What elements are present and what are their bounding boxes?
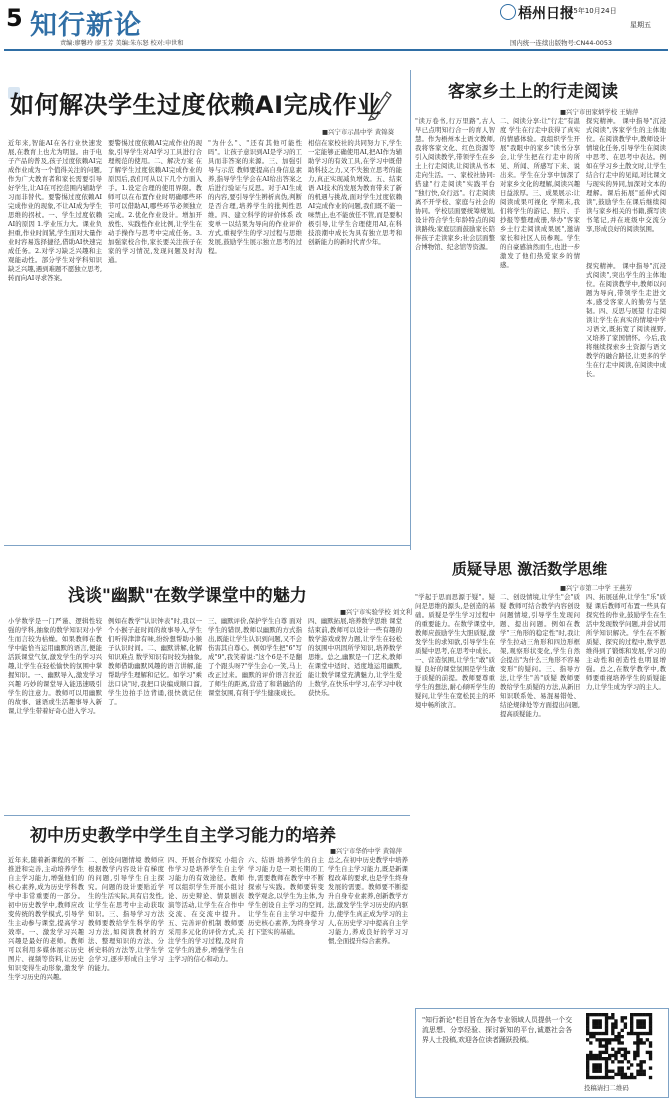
newspaper-name: 梧州日报	[518, 6, 574, 22]
section-rule-2	[4, 815, 410, 816]
page-number: 5	[6, 4, 23, 32]
article-math-questioning-byline: ■兴宁市第二中学 王燕芳	[560, 584, 632, 592]
article-math-humor-col4: 四、幽默拓展,培养数学思维 课堂结束前,教师可以设计一些有趣的数学游戏或智力题,让学生在轻松的氛围中巩固所学知识,培养数学思维。总之,幽默是一门艺术,教师在课堂中适时、适度地运用幽默,能让数学课堂充满魅力,让学生爱上数学,在快乐中学习,在学习中收获快乐。	[308, 617, 402, 697]
article-math-questioning-title: 质疑导思 激活数学思维	[452, 560, 608, 578]
article-math-humor-byline: ■兴宁市实验学校 刘文利	[340, 608, 412, 616]
staff-credits: 责编:廖馨玲 廖玉芳 美编:朱东怒 校对:申世和	[60, 40, 184, 47]
newspaper-logo	[500, 4, 516, 20]
article-math-humor-col1: 小学数学是一门严谨、逻辑性较强的学科,抽象的数学知识对小学生而言较为枯燥。如果教师在教学中能恰当运用幽默的语言,便能活跃课堂气氛,激发学生的学习兴趣,让学生在轻松愉快的氛围中掌握知识。一、幽默导入,激发学习兴趣 巧妙的课堂导入能迅速吸引学生的注意力。教师可以用幽默的故事、谜语或生活趣事导入新课,让学生带着好奇心进入学习。	[8, 617, 102, 715]
article-history-selfstudy-col2: 二、创设问题情境 教师应根据教学内容设计有梯度的问题,引导学生自主探究。问题的设计要贴近学生的生活实际,具有启发性,让学生在思考中主动获取知识。三、指导学习方法 教师要教给学生科学的学习方法,如阅读教材的方法、整理知识的方法、分析史料的方法等,让学生学会学习,逐步形成自主学习的能力。	[88, 856, 164, 972]
article-ai-homework-col1: 近年来,智能AI在各行业快速发展,在教育上也尤为明显。由于电子产品的普及,孩子过度依赖AI完成作业成为一个值得关注的问题,作为广大教育者和家长需要引导好学生,让AI在可控范围内辅助学习而非替代。要警惕过度依赖AI完成作业的现象,不让AI成为学生思维的拐杖。一、学生过度依赖AI的原因 1.学业压力大。课业负担重,作业时间紧,学生面对大量作业时容易选择捷径,借助AI快速完成任务。2.对学习缺乏兴趣和主观能动性。部分学生对学科知识缺乏兴趣,遇到难题不愿独立思考,转而向AI寻求答案。	[8, 139, 102, 282]
submission-box	[415, 1008, 669, 1098]
article-history-selfstudy-col1: 近年来,随着新课程的不断推进和完善,主动培养学生自主学习能力,增强他们的核心素养,成为历史学科教学中非常重要的一部分。初中历史教学中,教师应改变传统的教学模式,引导学生主动参与课堂,提高学习效率。一、激发学习兴趣 兴趣是最好的老师。教师可以利用多媒体展示历史图片、视频等资料,让历史知识变得生动形象,激发学生学习历史的兴趣。	[8, 856, 84, 981]
article-history-selfstudy-col3: 四、开展合作探究 小组合作学习是培养学生自主学习能力的有效途径。教师可以组织学生开展小组讨论、历史辩论、情景剧表演等活动,让学生在合作中交流、在交流中提升。五、完善评价机制 教师要采用多元化的评价方式,关注学生的学习过程,及时肯定学生的进步,增强学生自主学习的信心和动力。	[168, 856, 244, 963]
issue-weekday: 星期五	[630, 21, 651, 29]
article-history-selfstudy-col4: 六、结语 培养学生的自主学习能力是一项长期的工作,需要教师在教学中不断探索与实践。教师要转变教学观念,以学生为主体,为学生创设自主学习的空间,让学生在自主学习中提升历史核心素养,为终身学习打下坚实的基础。	[248, 856, 324, 936]
article-hakka-reading-col1: "读万卷书,行万里路",古人早已点明知行合一的育人智慧。作为梧州本土语文教师,我将客家文化、红色资源等引入阅读教学,带领学生在乡土上行走阅读,让阅读从书本走向生活。一、家校社协同:搭建"行走阅读"实践平台 "独行快,众行远"。行走阅读离不开学校、家庭与社会的协同。学校层面要统筹规划,设计符合学生年龄特点的阅读路线;家庭层面鼓励家长陪伴孩子走读家乡;社会层面整合博物馆、纪念馆等资源。	[415, 117, 495, 251]
qr-caption: 投稿请扫二维码	[584, 1084, 629, 1092]
article-math-humor-col2: 例如在教学"认识钟表"时,我以一个小猴子赶时间的故事导入,学生们听得津津有味,纷纷想帮助小猴子认识时间。二、幽默讲解,化解知识难点 数学知识有时较为抽象,教师借助幽默风趣的语言讲解,能帮助学生理解和记忆。如学习"乘法口诀"时,我把口诀编成顺口溜,学生边拍手边背诵,很快就记住了。	[108, 617, 202, 706]
article-math-humor-col3: 三、幽默评价,保护学生自尊 面对学生的错误,教师以幽默的方式指出,既能让学生认识到问题,又不会伤害其自尊心。例如学生把"6"写成"9",我笑着说:"这个6是不是翻了个跟头呀?"学生会心一笑,马上改正过来。幽默的评价语言拉近了师生的距离,营造了和谐融洽的课堂氛围,有利于学生健康成长。	[208, 617, 302, 697]
article-hakka-reading-title: 客家乡土上的行走阅读	[448, 82, 618, 102]
column-divider	[410, 70, 411, 550]
article-math-questioning-col2: 二、创设情境,让学生"会"质疑 教师可结合教学内容创设问题情境,引导学生发现问题、提出问题。例如在教学"三角形的稳定性"时,我让学生拉动三角形和四边形框架,观察形状变化,学生自然会提出"为什么三角形不容易变形"的疑问。三、指导方法,让学生"善"质疑 教师要教给学生质疑的方法,从新旧知识联系处、易混易错处、结论规律处等方面提出问题,提高质疑能力。	[500, 593, 580, 718]
issue-date: 2025年10月24日	[560, 7, 617, 15]
article-hakka-reading-col3: 探究精神。 课中指导"沉浸式阅读",客家学生的主体地位。在阅读教学中,教师设计情境化任务,引导学生在阅读中思考、在思考中表达。例如在学习乡土散文时,让学生结合行走中的见闻,对比课文与现实的异同,加深对文本的理解。课后拓展"延伸式阅读",鼓励学生在课后继续阅读与家乡相关的书籍,撰写读书笔记,并在班级中交流分享,形成良好的阅读氛围。	[586, 117, 666, 233]
masthead	[0, 0, 672, 50]
article-hakka-reading-byline: ■兴宁市田家炳学校 王婧萍	[560, 108, 639, 116]
section-title: 知行新论	[30, 10, 142, 41]
article-ai-homework-col2: 要警惕过度依赖AI完成作业的现象,引导学生对AI学习工具进行合理规范的使用。二、解决方案 在了解学生过度依赖AI完成作业的原因后,我们可从以下几个方面入手。1.设定合理的使用界限。教师可以在布置作业时明确哪些环节可以借助AI,哪些环节必须独立完成。2.优化作业设计。增加开放性、实践性作业比例,让学生在动手操作与思考中完成任务。3.加强家校合作,家长要关注孩子在家的学习情况,发现问题及时沟通。	[108, 139, 202, 264]
article-history-selfstudy-byline: ■兴宁市华侨中学 黄锦萍	[330, 847, 402, 855]
article-history-selfstudy-col5: 总之,在初中历史教学中培养学生自主学习能力,既是新课程改革的要求,也是学生终身发展的需要。教师要不断提升自身专业素养,创新教学方法,激发学生学习历史的内驱力,使学生真正成为学习的主人,在历史学习中提高自主学习能力,养成良好的学习习惯,全面提升综合素养。	[328, 856, 408, 945]
publication-number: 国内统一连续出版物号:CN44-0053	[510, 39, 613, 47]
submission-box-text: "知行新论"栏目旨在为各专业领域人员提供一个交流思想、分享经验、探讨新知的平台,诚邀社会各界人士投稿,欢迎各位读者踊跃投稿。	[422, 1016, 572, 1044]
qr-code[interactable]	[586, 1013, 652, 1079]
article-ai-homework-col4: 相信在家校社的共同努力下,学生一定能够正确使用AI,把AI作为辅助学习的有效工具,在学习中既借助科技之力,又不失独立思考的能力,真正实现减负增效。五、结束语 AI技术的发展为教育带来了新的机遇与挑战,面对学生过度依赖AI完成作业的问题,我们既不能一味禁止,也不能放任不管,而是要积极引导,让学生合理使用AI,在科技浪潮中成长为具有独立思考和创新能力的新时代青少年。	[308, 139, 402, 246]
article-hakka-reading-col2: 二、阅读分享:让"行走"有温度 学生在行走中获得了真实的情感体验。我组织学生开展"我眼中的家乡"读书分享会,让学生把在行走中的所见、所闻、所感写下来、说出来。学生在分享中加深了对家乡文化的理解,阅读兴趣日益浓厚。三、成果展示:让阅读成果可视化 学期末,我们将学生的游记、照片、手抄报等整理成册,举办"客家乡土行走阅读成果展",邀请家长和社区人员参观。学生的自豪感油然而生,也进一步激发了他们热爱家乡的情感。	[500, 117, 580, 269]
article-ai-homework-title: 如何解决学生过度依赖AI完成作业	[10, 91, 382, 119]
article-math-questioning-col1: "学起于思而思源于疑"。疑问是思维的源头,是创造的基础。质疑是学生学习过程中的重要能力。在数学课堂中,教师应鼓励学生大胆质疑,激发学生的求知欲,引导学生在质疑中思考,在思考中成长。一、营造氛围,让学生"敢"质疑 良好的课堂氛围是学生敢于质疑的前提。教师要尊重学生的想法,耐心倾听学生的疑问,让学生在宽松民主的环境中畅所欲言。	[415, 593, 495, 709]
masthead-rule	[4, 49, 668, 51]
article-math-questioning-col3: 四、拓展延伸,让学生"乐"质疑 课后教师可布置一些具有探究性的作业,鼓励学生在生活中发现数学问题,并尝试用所学知识解决。学生在不断质疑、探究的过程中,数学思维得到了锻炼和发展,学习的主动性和创造性也明显增强。总之,在数学教学中,教师要重视培养学生的质疑能力,让学生成为学习的主人。	[586, 593, 666, 691]
article-hakka-reading-col4: 探究精神。 课中指导"沉浸式阅读",突出学生的主体地位。在阅读教学中,教师以问题为导向,带领学生走进文本,感受客家人的勤劳与坚韧。四、反思与展望 行走阅读让学生在真实的情境中学习语文,既拓宽了阅读视野,又培养了家国情怀。今后,我将继续探索乡土资源与语文教学的融合路径,让更多的学生在行走中阅读,在阅读中成长。	[586, 262, 666, 378]
article-ai-homework-byline: ■兴宁市示昌中学 黄锦葵	[322, 128, 394, 136]
pen-icon	[365, 88, 395, 120]
article-math-humor-title: 浅谈"幽默"在数学课堂中的魅力	[68, 586, 307, 606]
article-ai-homework-col3: "为什么"、"还有其他可能性吗"。让孩子意识到AI是学习的工具而非答案的来源。三、加强引导与示范 教师要提高自身信息素养,指导学生学会在AI给出答案之后进行验证与反思。对于AI生成的内容,要引导学生辨析真伪,判断是否合理,培养学生的批判性思维。四、建立科学的评价体系 改变单一以结果为导向的作业评价方式,重视学生的学习过程与思维发展,鼓励学生展示独立思考的过程。	[208, 139, 302, 255]
article-history-selfstudy-title: 初中历史教学中学生自主学习能力的培养	[30, 826, 336, 846]
section-rule-1	[4, 545, 410, 546]
